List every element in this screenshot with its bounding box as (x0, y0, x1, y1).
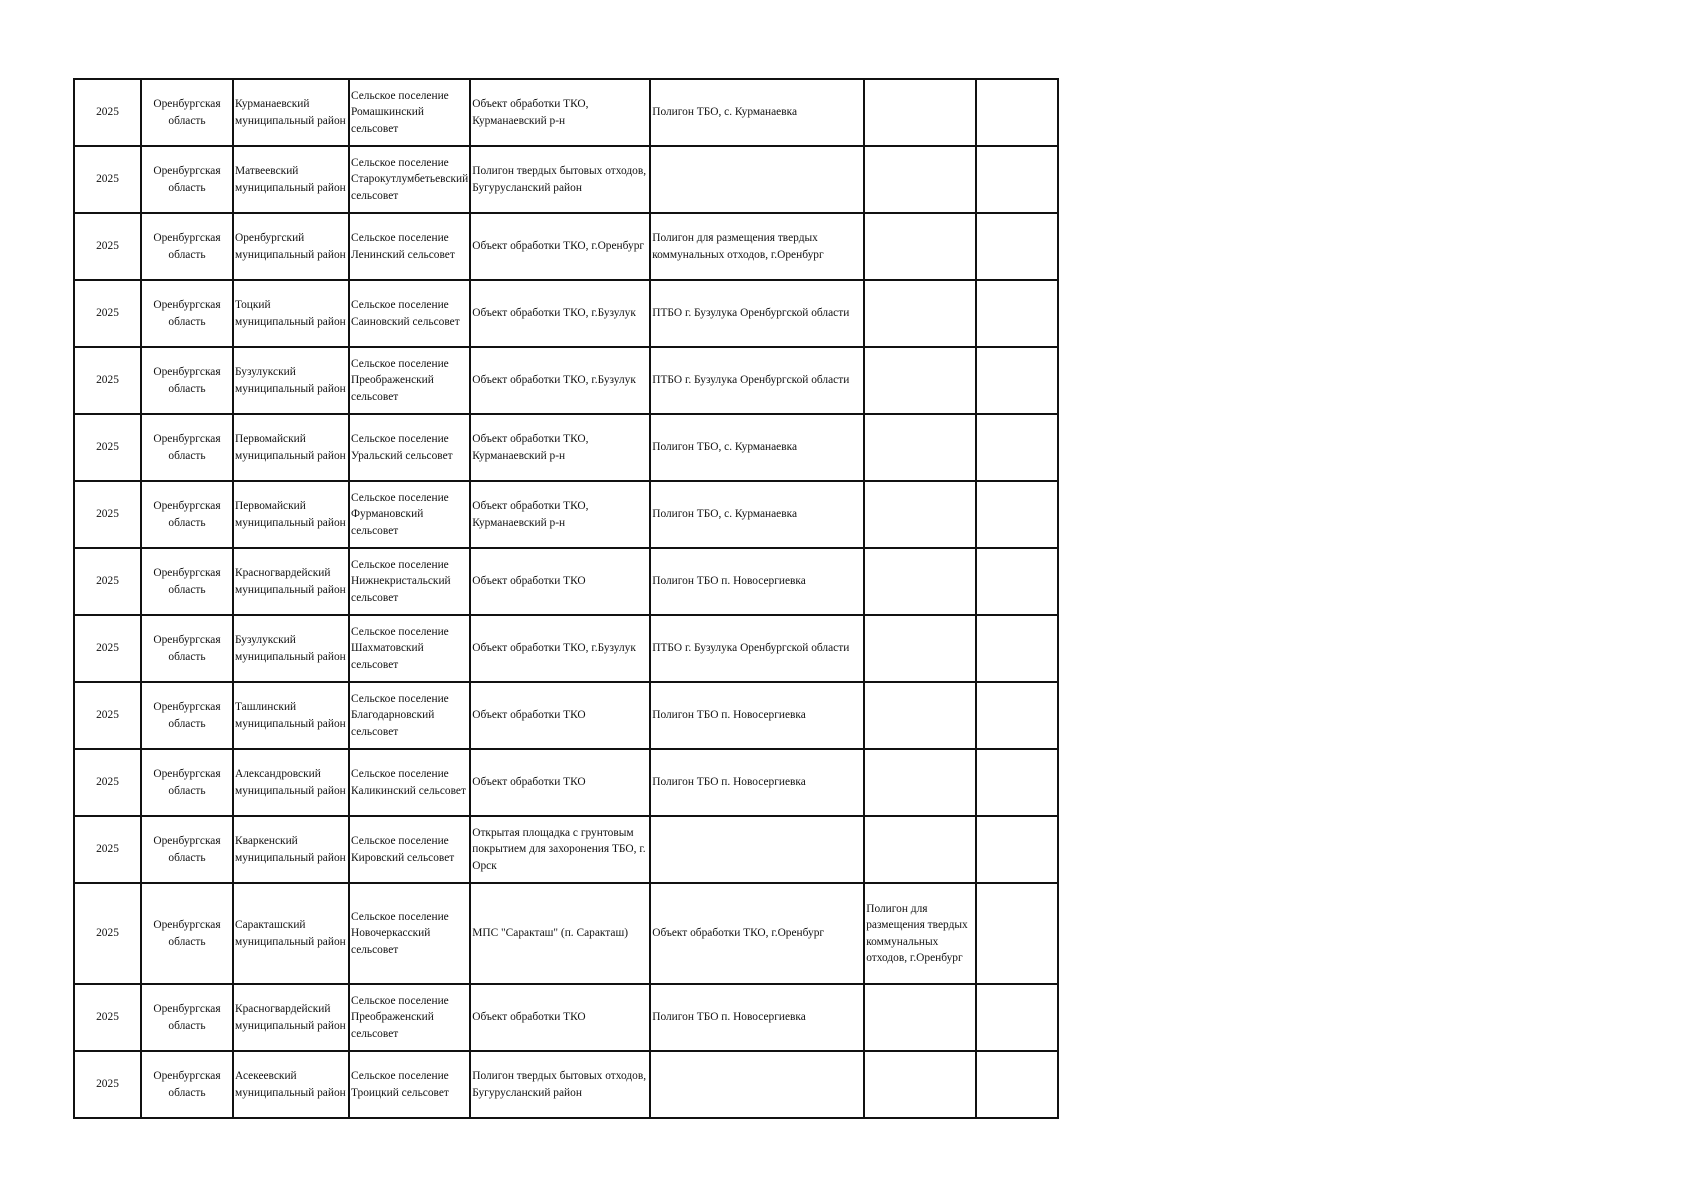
district-cell: Первомайский муниципальный район (233, 414, 349, 481)
settlement-cell: Сельское поселение Троицкий сельсовет (349, 1051, 470, 1118)
district-cell: Красногвардейский муниципальный район (233, 984, 349, 1051)
table-row (74, 548, 1058, 615)
extra-cell (976, 615, 1058, 682)
year-cell: 2025 (74, 682, 141, 749)
year-cell: 2025 (74, 615, 141, 682)
region-cell: Оренбургская область (141, 146, 233, 213)
source-object-cell: Объект обработки ТКО (470, 749, 650, 816)
destination-cell (650, 146, 864, 213)
source-object-cell: Полигон твердых бытовых отходов, Бугурусланский район (470, 1051, 650, 1118)
extra-cell (976, 481, 1058, 548)
year-cell: 2025 (74, 347, 141, 414)
region-cell: Оренбургская область (141, 347, 233, 414)
destination-cell: Полигон ТБО п. Новосергиевка (650, 749, 864, 816)
year-cell: 2025 (74, 213, 141, 280)
settlement-cell: Сельское поселение Саиновский сельсовет (349, 280, 470, 347)
extra-cell (976, 213, 1058, 280)
source-object-cell: Объект обработки ТКО (470, 548, 650, 615)
district-cell: Ташлинский муниципальный район (233, 682, 349, 749)
second-destination-cell (864, 213, 976, 280)
source-object-cell: Объект обработки ТКО, Курманаевский р-н (470, 414, 650, 481)
extra-cell (976, 347, 1058, 414)
second-destination-cell (864, 347, 976, 414)
table-row (74, 347, 1058, 414)
settlement-cell: Сельское поселение Каликинский сельсовет (349, 749, 470, 816)
table-row (74, 213, 1058, 280)
year-cell: 2025 (74, 79, 141, 146)
region-cell: Оренбургская область (141, 79, 233, 146)
table-body (74, 79, 1058, 1118)
extra-cell (976, 682, 1058, 749)
district-cell: Саракташский муниципальный район (233, 883, 349, 984)
region-cell: Оренбургская область (141, 481, 233, 548)
district-cell: Первомайский муниципальный район (233, 481, 349, 548)
source-object-cell: Объект обработки ТКО, г.Бузулук (470, 615, 650, 682)
settlement-cell: Сельское поселение Преображенский сельсовет (349, 984, 470, 1051)
region-cell: Оренбургская область (141, 816, 233, 883)
year-cell: 2025 (74, 481, 141, 548)
region-cell: Оренбургская область (141, 414, 233, 481)
settlement-cell: Сельское поселение Шахматовский сельсовет (349, 615, 470, 682)
source-object-cell: Объект обработки ТКО (470, 682, 650, 749)
settlement-cell: Сельское поселение Ленинский сельсовет (349, 213, 470, 280)
destination-cell (650, 816, 864, 883)
table-row (74, 79, 1058, 146)
source-object-cell: Объект обработки ТКО, г.Оренбург (470, 213, 650, 280)
region-cell: Оренбургская область (141, 984, 233, 1051)
settlement-cell: Сельское поселение Уральский сельсовет (349, 414, 470, 481)
second-destination-cell (864, 984, 976, 1051)
extra-cell (976, 749, 1058, 816)
extra-cell (976, 1051, 1058, 1118)
destination-cell: Объект обработки ТКО, г.Оренбург (650, 883, 864, 984)
year-cell: 2025 (74, 984, 141, 1051)
destination-cell (650, 1051, 864, 1118)
source-object-cell: Объект обработки ТКО, г.Бузулук (470, 280, 650, 347)
extra-cell (976, 280, 1058, 347)
region-cell: Оренбургская область (141, 1051, 233, 1118)
destination-cell: ПТБО г. Бузулука Оренбургской области (650, 615, 864, 682)
second-destination-cell: Полигон для размещения твердых коммунальных отходов, г.Оренбург (864, 883, 976, 984)
source-object-cell: Объект обработки ТКО (470, 984, 650, 1051)
destination-cell: Полигон ТБО, с. Курманаевка (650, 481, 864, 548)
settlement-cell: Сельское поселение Благодарновский сельсовет (349, 682, 470, 749)
district-cell: Кваркенский муниципальный район (233, 816, 349, 883)
region-cell: Оренбургская область (141, 213, 233, 280)
table-row (74, 146, 1058, 213)
table-row (74, 816, 1058, 883)
second-destination-cell (864, 481, 976, 548)
table-row (74, 984, 1058, 1051)
settlement-cell: Сельское поселение Ромашкинский сельсовет (349, 79, 470, 146)
settlement-cell: Сельское поселение Нижнекристальский сельсовет (349, 548, 470, 615)
table-row (74, 481, 1058, 548)
region-cell: Оренбургская область (141, 548, 233, 615)
district-cell: Тоцкий муниципальный район (233, 280, 349, 347)
district-cell: Курманаевский муниципальный район (233, 79, 349, 146)
district-cell: Бузулукский муниципальный район (233, 615, 349, 682)
destination-cell: Полигон для размещения твердых коммунальных отходов, г.Оренбург (650, 213, 864, 280)
source-object-cell: Объект обработки ТКО, Курманаевский р-н (470, 79, 650, 146)
source-object-cell: Открытая площадка с грунтовым покрытием для захоронения ТБО, г. Орск (470, 816, 650, 883)
table-row (74, 682, 1058, 749)
second-destination-cell (864, 79, 976, 146)
second-destination-cell (864, 548, 976, 615)
destination-cell: Полигон ТБО п. Новосергиевка (650, 548, 864, 615)
region-cell: Оренбургская область (141, 682, 233, 749)
table-row (74, 883, 1058, 984)
extra-cell (976, 414, 1058, 481)
district-cell: Оренбургский муниципальный район (233, 213, 349, 280)
district-cell: Асекеевский муниципальный район (233, 1051, 349, 1118)
destination-cell: ПТБО г. Бузулука Оренбургской области (650, 280, 864, 347)
district-cell: Матвеевский муниципальный район (233, 146, 349, 213)
table-row (74, 749, 1058, 816)
table-row (74, 615, 1058, 682)
year-cell: 2025 (74, 414, 141, 481)
region-cell: Оренбургская область (141, 749, 233, 816)
destination-cell: Полигон ТБО п. Новосергиевка (650, 984, 864, 1051)
region-cell: Оренбургская область (141, 280, 233, 347)
destination-cell: Полигон ТБО, с. Курманаевка (650, 414, 864, 481)
source-object-cell: Полигон твердых бытовых отходов, Бугурусланский район (470, 146, 650, 213)
settlement-cell: Сельское поселение Фурмановский сельсовет (349, 481, 470, 548)
second-destination-cell (864, 414, 976, 481)
table-row (74, 1051, 1058, 1118)
table-row (74, 414, 1058, 481)
waste-routes-table (73, 78, 1059, 1119)
destination-cell: ПТБО г. Бузулука Оренбургской области (650, 347, 864, 414)
district-cell: Александровский муниципальный район (233, 749, 349, 816)
extra-cell (976, 816, 1058, 883)
year-cell: 2025 (74, 883, 141, 984)
second-destination-cell (864, 1051, 976, 1118)
destination-cell: Полигон ТБО п. Новосергиевка (650, 682, 864, 749)
extra-cell (976, 984, 1058, 1051)
second-destination-cell (864, 749, 976, 816)
region-cell: Оренбургская область (141, 615, 233, 682)
district-cell: Бузулукский муниципальный район (233, 347, 349, 414)
source-object-cell: МПС "Саракташ" (п. Саракташ) (470, 883, 650, 984)
settlement-cell: Сельское поселение Кировский сельсовет (349, 816, 470, 883)
region-cell: Оренбургская область (141, 883, 233, 984)
second-destination-cell (864, 615, 976, 682)
second-destination-cell (864, 146, 976, 213)
extra-cell (976, 79, 1058, 146)
year-cell: 2025 (74, 749, 141, 816)
extra-cell (976, 146, 1058, 213)
document-sheet (73, 78, 1059, 1119)
settlement-cell: Сельское поселение Старокутлумбетьевский сельсовет (349, 146, 470, 213)
year-cell: 2025 (74, 548, 141, 615)
second-destination-cell (864, 816, 976, 883)
second-destination-cell (864, 682, 976, 749)
source-object-cell: Объект обработки ТКО, г.Бузулук (470, 347, 650, 414)
year-cell: 2025 (74, 146, 141, 213)
settlement-cell: Сельское поселение Новочеркасский сельсовет (349, 883, 470, 984)
year-cell: 2025 (74, 280, 141, 347)
year-cell: 2025 (74, 816, 141, 883)
extra-cell (976, 883, 1058, 984)
destination-cell: Полигон ТБО, с. Курманаевка (650, 79, 864, 146)
year-cell: 2025 (74, 1051, 141, 1118)
source-object-cell: Объект обработки ТКО, Курманаевский р-н (470, 481, 650, 548)
settlement-cell: Сельское поселение Преображенский сельсовет (349, 347, 470, 414)
table-row (74, 280, 1058, 347)
extra-cell (976, 548, 1058, 615)
district-cell: Красногвардейский муниципальный район (233, 548, 349, 615)
second-destination-cell (864, 280, 976, 347)
